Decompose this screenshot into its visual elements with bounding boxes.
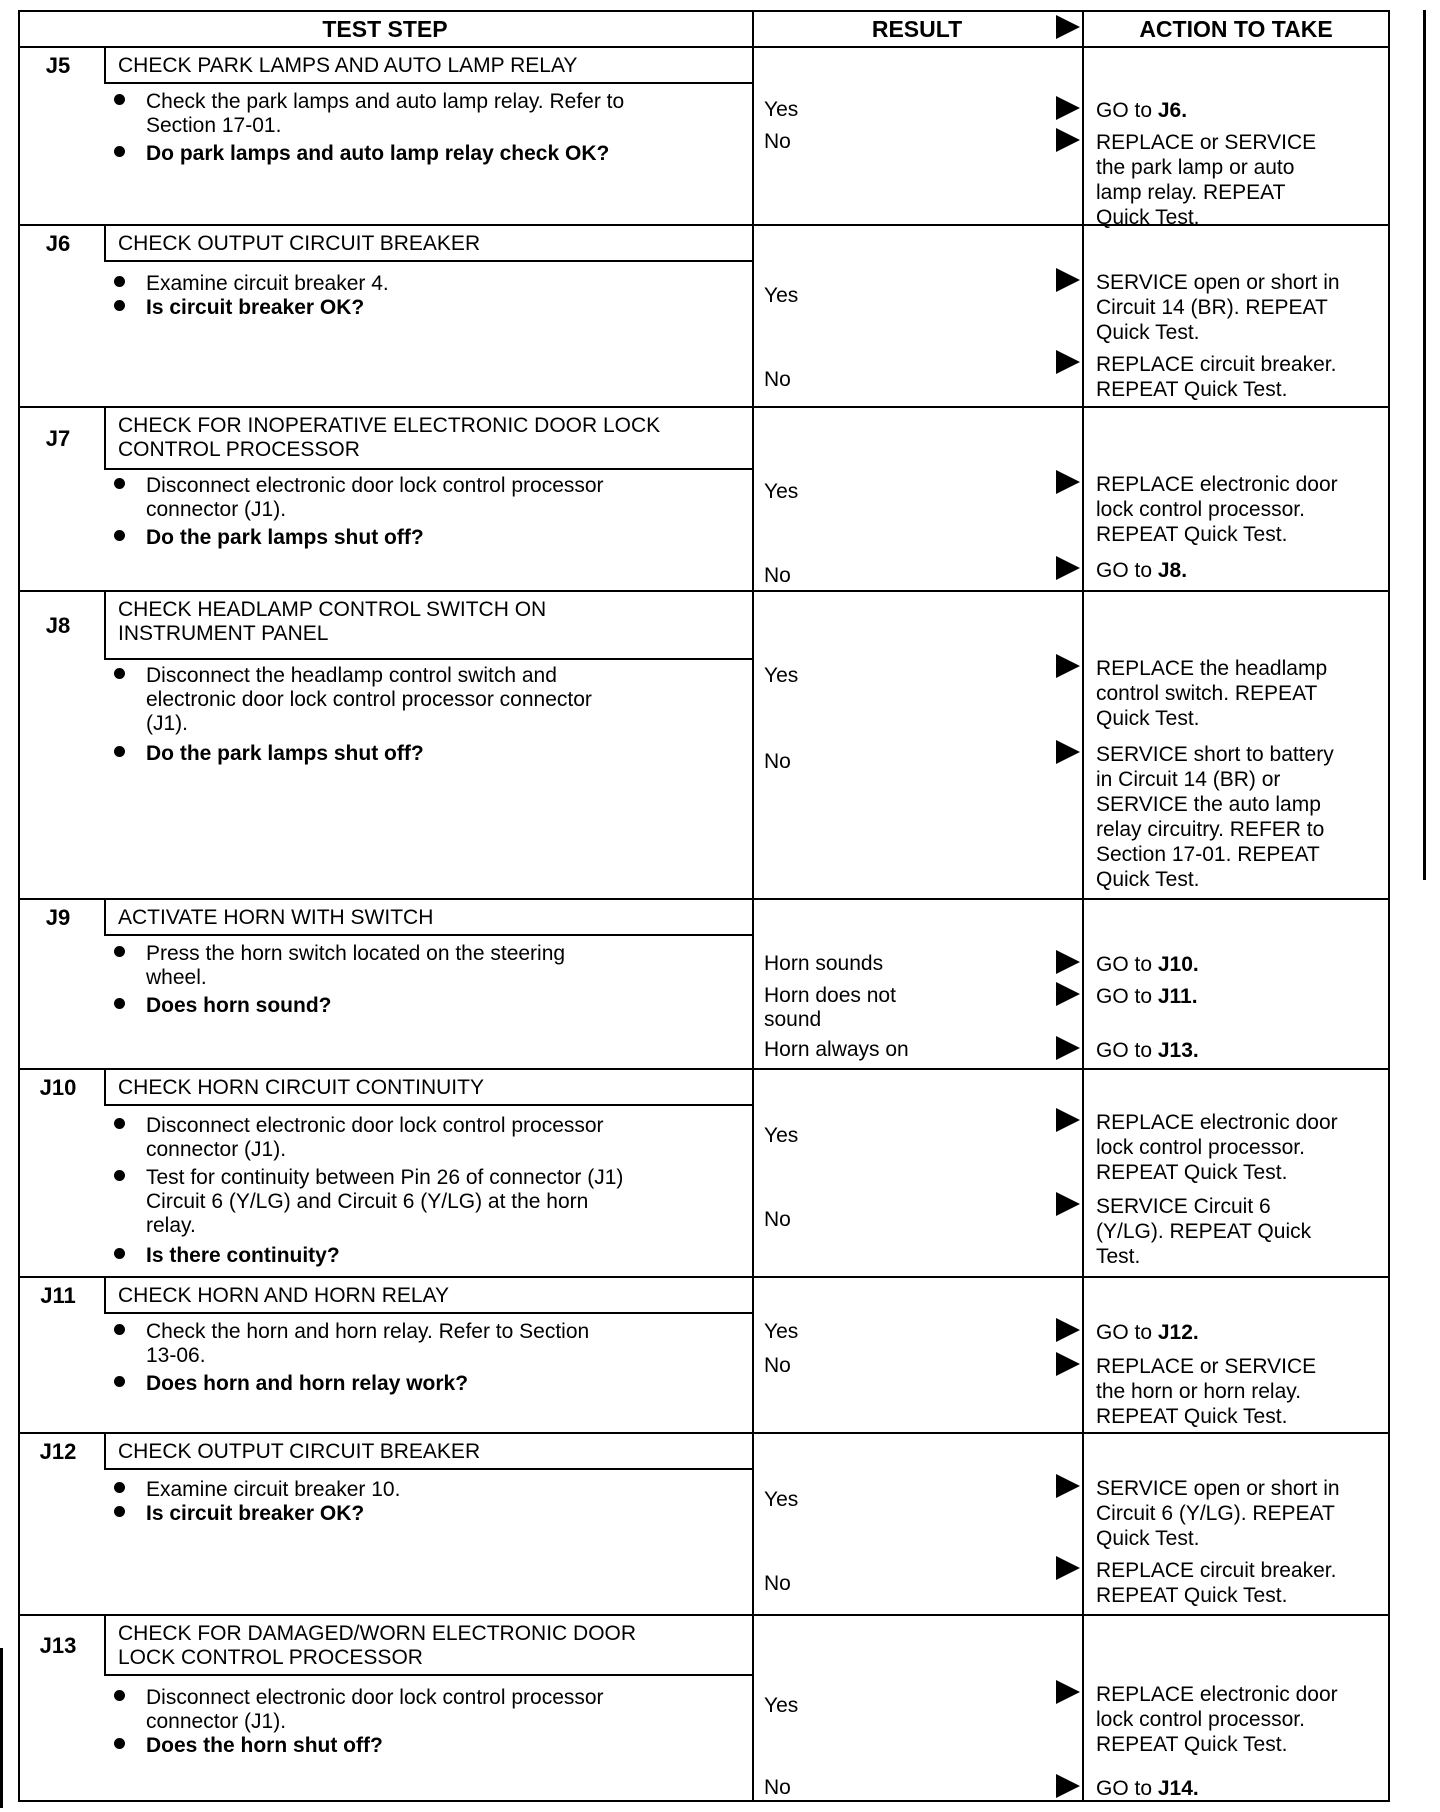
bullet-text (146, 1320, 589, 1368)
step-separator (18, 1276, 1390, 1278)
action-text-line: GO to J12. (1096, 1321, 1199, 1344)
step-title-line: CHECK HORN AND HORN RELAY (118, 1284, 449, 1307)
step-instruction (114, 664, 738, 736)
bullet-icon (114, 668, 125, 679)
step-title (118, 1284, 449, 1308)
result-column-divider (752, 10, 754, 1802)
bullet-icon (114, 478, 125, 489)
bullet-text-line: Is circuit breaker OK? (146, 1502, 365, 1525)
result-label (764, 368, 791, 392)
action-text-line: Quick Test. (1096, 206, 1200, 229)
bullet-text (146, 664, 592, 736)
result-label (764, 284, 798, 308)
result-label-line: Horn does not (764, 984, 896, 1007)
step-instruction (114, 1114, 738, 1162)
step-instruction (114, 1320, 738, 1368)
result-label-line: No (764, 564, 791, 587)
step-title-underline (104, 260, 752, 262)
action-text-line: SERVICE Circuit 6 (1096, 1195, 1271, 1218)
bullet-text-line: Do park lamps and auto lamp relay check OK? (146, 142, 610, 165)
action-text-line: SERVICE open or short in (1096, 1477, 1340, 1500)
action-text-line: REPLACE or SERVICE (1096, 1355, 1317, 1378)
step-separator (18, 1614, 1390, 1616)
action-text-line: REPEAT Quick Test. (1096, 523, 1288, 546)
action-text-line: REPLACE or SERVICE (1096, 131, 1317, 154)
result-label-line: Yes (764, 480, 799, 503)
action-text (1096, 656, 1327, 731)
step-title (118, 1076, 484, 1100)
bullet-text-line: Is circuit breaker OK? (146, 296, 365, 319)
bullet-text-line: Test for continuity between Pin 26 of connector (J1) (146, 1166, 624, 1189)
step-title-underline (104, 82, 752, 84)
step-title (118, 906, 433, 930)
bullet-icon (114, 998, 125, 1009)
step-separator (18, 1432, 1390, 1434)
step-title-underline (104, 658, 752, 660)
result-label-line: Yes (764, 1124, 799, 1147)
result-label-line: No (764, 1572, 791, 1595)
step-question (114, 1734, 738, 1758)
step-title-underline (104, 934, 752, 936)
bullet-icon (114, 1170, 125, 1181)
result-label (764, 1208, 791, 1232)
action-text (1096, 130, 1316, 230)
action-text-line: control switch. REPEAT (1096, 682, 1318, 705)
step-id-divider (104, 1434, 106, 1470)
step-title (118, 414, 660, 462)
step-question (114, 1502, 738, 1526)
result-label (764, 1776, 791, 1800)
result-label-line: Yes (764, 284, 799, 307)
step-title-line: CHECK HORN CIRCUIT CONTINUITY (118, 1076, 484, 1099)
bullet-text (146, 1372, 468, 1396)
bullet-text-line: Circuit 6 (Y/LG) and Circuit 6 (Y/LG) at the horn (146, 1190, 589, 1213)
result-label (764, 664, 798, 688)
result-label-line: No (764, 1354, 791, 1377)
step-id-divider (104, 1070, 106, 1106)
action-text-line: REPLACE circuit breaker. (1096, 353, 1337, 376)
bullet-icon (114, 1324, 125, 1335)
bullet-text-line: Disconnect electronic door lock control processor (146, 474, 604, 497)
step-id-divider (104, 408, 106, 470)
step-id: J5 (45, 53, 71, 78)
result-label (764, 1124, 798, 1148)
bullet-text (146, 526, 424, 550)
step-instruction (114, 942, 738, 990)
bullet-text-line: Check the horn and horn relay. Refer to Section (146, 1320, 590, 1343)
result-arrow-icon (1056, 950, 1080, 974)
step-instruction (114, 1166, 738, 1238)
result-label-line: No (764, 1776, 791, 1799)
action-text-line: GO to J13. (1096, 1039, 1199, 1062)
step-id: J6 (45, 231, 71, 256)
bullet-icon (114, 1376, 125, 1387)
step-title-line: CHECK OUTPUT CIRCUIT BREAKER (118, 232, 481, 255)
action-text-line: REPEAT Quick Test. (1096, 378, 1288, 401)
bullet-text-line: Press the horn switch located on the steering (146, 942, 566, 965)
margin-mark-left (0, 1648, 3, 1808)
result-label-line: No (764, 368, 791, 391)
result-label (764, 1488, 798, 1512)
step-reference: J14. (1157, 1777, 1199, 1800)
bullet-text-line: Is there continuity? (146, 1244, 340, 1267)
bullet-text (146, 994, 332, 1018)
action-text-line: Quick Test. (1096, 707, 1200, 730)
bullet-text-line: connector (J1). (146, 1138, 287, 1161)
result-label (764, 130, 791, 154)
bullet-icon (114, 94, 125, 105)
result-label-line: Yes (764, 664, 799, 687)
bullet-text-line: electronic door lock control processor connector (146, 688, 592, 711)
bullet-text-line: connector (J1). (146, 498, 287, 521)
action-text (1096, 1682, 1338, 1757)
step-id-divider (104, 900, 106, 936)
bullet-text (146, 90, 624, 138)
bullet-icon (114, 746, 125, 757)
bullet-icon (114, 1738, 125, 1749)
step-title (118, 54, 577, 78)
header-action-to-take: ACTION TO TAKE (1139, 15, 1333, 42)
bullet-text (146, 272, 389, 296)
bullet-text-line: Does the horn shut off? (146, 1734, 383, 1757)
result-arrow-icon (1056, 740, 1080, 764)
result-arrow-icon (1056, 128, 1080, 152)
action-text-line: SERVICE short to battery (1096, 743, 1334, 766)
bullet-text (146, 142, 609, 166)
action-text-line: REPEAT Quick Test. (1096, 1584, 1288, 1607)
action-text-line: GO to J11. (1096, 985, 1198, 1008)
bullet-text-line: wheel. (146, 966, 207, 989)
step-id: J10 (39, 1075, 77, 1100)
bullet-text (146, 1478, 400, 1502)
action-text (1096, 352, 1336, 402)
bullet-text (146, 1502, 364, 1526)
action-text-line: relay circuitry. REFER to (1096, 818, 1325, 841)
bullet-text-line: Disconnect electronic door lock control processor (146, 1114, 604, 1137)
step-id: J11 (40, 1283, 76, 1308)
step-title (118, 232, 480, 256)
result-label (764, 98, 798, 122)
result-label (764, 1320, 798, 1344)
step-reference: J11. (1157, 985, 1198, 1008)
step-reference: J13. (1157, 1039, 1199, 1062)
bullet-text-line: relay. (146, 1214, 196, 1237)
header-divider (18, 46, 1390, 48)
action-text-line: GO to J8. (1096, 559, 1188, 582)
action-text-line: REPEAT Quick Test. (1096, 1405, 1288, 1428)
step-id: J13 (39, 1633, 77, 1658)
action-text-line: REPLACE the headlamp (1096, 657, 1328, 680)
bullet-text (146, 1244, 340, 1268)
step-reference: J8. (1157, 559, 1188, 582)
step-separator (18, 1068, 1390, 1070)
result-arrow-icon (1056, 1680, 1080, 1704)
action-text (1096, 984, 1198, 1009)
result-arrow-icon (1056, 1318, 1080, 1342)
step-id-divider (104, 48, 106, 84)
action-text-line: Circuit 14 (BR). REPEAT (1096, 296, 1328, 319)
bullet-text (146, 296, 364, 320)
result-arrow-icon (1056, 556, 1080, 580)
result-arrow-icon (1056, 470, 1080, 494)
result-label-line: Yes (764, 98, 799, 121)
result-label-line: Horn always on (764, 1038, 909, 1061)
action-text-line: REPLACE electronic door (1096, 473, 1338, 496)
result-label (764, 480, 798, 504)
action-text-line: REPLACE electronic door (1096, 1683, 1338, 1706)
step-question (114, 742, 738, 766)
step-instruction (114, 272, 738, 296)
step-reference: J6. (1157, 99, 1188, 122)
action-text (1096, 1776, 1199, 1801)
step-id: J9 (45, 905, 71, 930)
action-text-line: REPEAT Quick Test. (1096, 1161, 1288, 1184)
action-text-line: REPEAT Quick Test. (1096, 1733, 1288, 1756)
action-text-line: lock control processor. (1096, 498, 1305, 521)
result-label-line: Yes (764, 1694, 799, 1717)
result-label-line: Horn sounds (764, 952, 884, 975)
result-label-line: Yes (764, 1320, 799, 1343)
action-text-line: REPLACE circuit breaker. (1096, 1559, 1337, 1582)
bullet-icon (114, 1118, 125, 1129)
step-title-underline (104, 1312, 752, 1314)
step-title-underline (104, 1468, 752, 1470)
bullet-icon (114, 1482, 125, 1493)
result-arrow-icon (1056, 96, 1080, 120)
result-label-line: sound (764, 1008, 822, 1031)
step-question (114, 296, 738, 320)
bullet-text-line: Do the park lamps shut off? (146, 742, 424, 765)
bullet-icon (114, 300, 125, 311)
step-separator (18, 406, 1390, 408)
bullet-icon (114, 1248, 125, 1259)
bullet-icon (114, 530, 125, 541)
bullet-text-line: Examine circuit breaker 10. (146, 1478, 401, 1501)
action-text-line: the horn or horn relay. (1096, 1380, 1302, 1403)
bullet-text (146, 1114, 604, 1162)
step-title-line: CHECK FOR INOPERATIVE ELECTRONIC DOOR LOCK (118, 414, 661, 437)
step-title-line: CHECK FOR DAMAGED/WORN ELECTRONIC DOOR (118, 1622, 637, 1645)
action-column-divider (1082, 10, 1084, 1802)
action-text (1096, 1194, 1311, 1269)
result-label (764, 1354, 791, 1378)
result-arrow-icon (1056, 1352, 1080, 1376)
step-question (114, 526, 738, 550)
step-instruction (114, 474, 738, 522)
result-arrow-icon (1056, 1556, 1080, 1580)
bullet-icon (114, 146, 125, 157)
action-text-line: lock control processor. (1096, 1708, 1305, 1731)
step-title-line: CHECK HEADLAMP CONTROL SWITCH ON (118, 598, 547, 621)
action-text (1096, 98, 1187, 123)
action-text-line: Test. (1096, 1245, 1141, 1268)
bullet-text-line: Does horn and horn relay work? (146, 1372, 469, 1395)
action-text-line: Quick Test. (1096, 321, 1200, 344)
action-text-line: GO to J14. (1096, 1777, 1199, 1800)
header-arrow-icon (1056, 15, 1080, 39)
result-label (764, 952, 883, 976)
step-question (114, 1244, 738, 1268)
step-title-line: LOCK CONTROL PROCESSOR (118, 1646, 423, 1669)
bullet-text (146, 474, 604, 522)
action-text-line: (Y/LG). REPEAT Quick (1096, 1220, 1312, 1243)
step-title-line: CHECK OUTPUT CIRCUIT BREAKER (118, 1440, 481, 1463)
result-arrow-icon (1056, 350, 1080, 374)
result-label (764, 1038, 909, 1062)
action-text-line: Circuit 6 (Y/LG). REPEAT (1096, 1502, 1335, 1525)
header-result: RESULT (871, 15, 963, 42)
action-text-line: Quick Test. (1096, 868, 1200, 891)
step-title-line: INSTRUMENT PANEL (118, 622, 329, 645)
result-label-line: Yes (764, 1488, 799, 1511)
step-title (118, 1440, 480, 1464)
bullet-icon (114, 946, 125, 957)
bullet-text-line: Disconnect electronic door lock control processor (146, 1686, 604, 1709)
result-label (764, 1572, 791, 1596)
result-label (764, 564, 791, 588)
step-title (118, 598, 546, 646)
result-label (764, 1694, 798, 1718)
bullet-text (146, 1166, 623, 1238)
step-question (114, 142, 738, 166)
action-text-line: lock control processor. (1096, 1136, 1305, 1159)
action-text-line: SERVICE open or short in (1096, 271, 1340, 294)
result-label (764, 984, 896, 1032)
result-arrow-icon (1056, 1774, 1080, 1798)
action-text-line: the park lamp or auto (1096, 156, 1295, 179)
step-instruction (114, 1686, 738, 1734)
step-separator (18, 898, 1390, 900)
bullet-text-line: connector (J1). (146, 1710, 287, 1733)
action-text (1096, 1354, 1316, 1429)
result-arrow-icon (1056, 1192, 1080, 1216)
action-text (1096, 1558, 1336, 1608)
result-arrow-icon (1056, 1474, 1080, 1498)
bullet-text (146, 1686, 604, 1734)
action-text (1096, 952, 1199, 977)
action-text (1096, 1476, 1340, 1551)
result-arrow-icon (1056, 654, 1080, 678)
action-text (1096, 1110, 1338, 1185)
step-reference: J12. (1157, 1321, 1199, 1344)
result-label-line: No (764, 1208, 791, 1231)
action-text-line: Section 17-01. REPEAT (1096, 843, 1320, 866)
bullet-text-line: (J1). (146, 712, 188, 735)
bullet-text (146, 742, 424, 766)
bullet-text-line: 13-06. (146, 1344, 206, 1367)
action-text (1096, 1320, 1199, 1345)
action-text-line: GO to J10. (1096, 953, 1199, 976)
bullet-text-line: Disconnect the headlamp control switch and (146, 664, 557, 687)
action-text (1096, 558, 1187, 583)
step-question (114, 994, 738, 1018)
step-title (118, 1622, 636, 1670)
bullet-text-line: Section 17-01. (146, 114, 282, 137)
result-arrow-icon (1056, 982, 1080, 1006)
action-text-line: REPLACE electronic door (1096, 1111, 1338, 1134)
action-text-line: GO to J6. (1096, 99, 1188, 122)
bullet-text (146, 942, 565, 990)
action-text-line: Quick Test. (1096, 1527, 1200, 1550)
step-instruction (114, 90, 738, 138)
result-label (764, 750, 791, 774)
step-title-underline (104, 1674, 752, 1676)
step-id-divider (104, 592, 106, 660)
step-title-line: CHECK PARK LAMPS AND AUTO LAMP RELAY (118, 54, 578, 77)
step-id-divider (104, 1616, 106, 1676)
bullet-text-line: Does horn sound? (146, 994, 332, 1017)
bullet-text-line: Do the park lamps shut off? (146, 526, 424, 549)
result-arrow-icon (1056, 1108, 1080, 1132)
bullet-text-line: Check the park lamps and auto lamp relay. Refer to (146, 90, 625, 113)
bullet-icon (114, 1690, 125, 1701)
action-text-line: in Circuit 14 (BR) or (1096, 768, 1281, 791)
step-id: J7 (45, 426, 71, 451)
header-test-step: TEST STEP (322, 15, 448, 42)
step-id-divider (104, 226, 106, 262)
bullet-text (146, 1734, 383, 1758)
margin-mark-right (1423, 10, 1426, 880)
step-id: J8 (45, 613, 71, 638)
step-title-line: CONTROL PROCESSOR (118, 438, 360, 461)
bullet-text-line: Examine circuit breaker 4. (146, 272, 389, 295)
result-arrow-icon (1056, 268, 1080, 292)
result-arrow-icon (1056, 1036, 1080, 1060)
step-separator (18, 590, 1390, 592)
result-label-line: No (764, 130, 791, 153)
step-instruction (114, 1478, 738, 1502)
action-text-line: lamp relay. REPEAT (1096, 181, 1286, 204)
action-text (1096, 742, 1334, 892)
step-reference: J10. (1157, 953, 1199, 976)
step-question (114, 1372, 738, 1396)
step-id: J12 (39, 1439, 77, 1464)
action-text (1096, 1038, 1199, 1063)
result-label-line: No (764, 750, 791, 773)
action-text-line: SERVICE the auto lamp (1096, 793, 1321, 816)
step-id-divider (104, 1278, 106, 1314)
bullet-icon (114, 1506, 125, 1517)
bullet-icon (114, 276, 125, 287)
action-text (1096, 270, 1340, 345)
step-title-line: ACTIVATE HORN WITH SWITCH (118, 906, 434, 929)
step-title-underline (104, 468, 752, 470)
step-title-underline (104, 1104, 752, 1106)
action-text (1096, 472, 1338, 547)
